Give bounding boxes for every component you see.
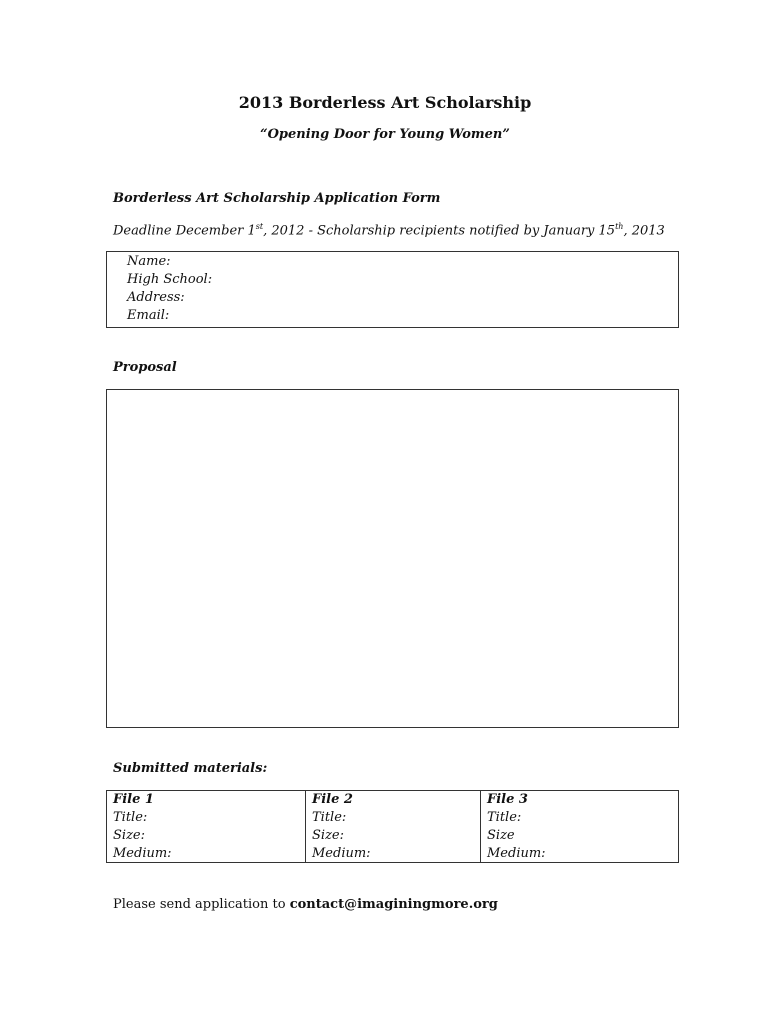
deadline-text [113, 222, 665, 238]
footer-instructions [113, 897, 498, 912]
file-1-medium-label: Medium: [113, 846, 172, 861]
name-field-label: Name: [127, 254, 171, 269]
file-1-size-label: Size: [113, 828, 145, 843]
deadline-sup-2: th [615, 222, 624, 231]
file-2-heading: File 2 [312, 792, 353, 807]
page-title: 2013 Borderless Art Scholarship [238, 93, 532, 112]
deadline-part-3: , 2013 [623, 223, 665, 239]
deadline-sup-1: st [255, 222, 264, 231]
high-school-field-label: High School: [127, 272, 213, 287]
file-1-title-label: Title: [113, 810, 148, 825]
file-3-column[interactable] [481, 791, 678, 862]
file-1-column[interactable] [107, 791, 306, 862]
proposal-heading: Proposal [113, 360, 177, 375]
file-2-column[interactable] [306, 791, 481, 862]
file-2-medium-label: Medium: [312, 846, 371, 861]
file-3-heading: File 3 [487, 792, 528, 807]
file-2-title-label: Title: [312, 810, 347, 825]
applicant-info-box[interactable] [106, 251, 679, 328]
file-3-title-label: Title: [487, 810, 522, 825]
deadline-part-2: , 2012 - Scholarship recipients notified by January 15 [263, 223, 616, 239]
file-3-size-label: Size [487, 828, 515, 843]
file-2-size-label: Size: [312, 828, 344, 843]
file-3-medium-label: Medium: [487, 846, 546, 861]
file-1-heading: File 1 [113, 792, 154, 807]
deadline-part-1: Deadline December 1 [113, 223, 256, 239]
materials-table [106, 790, 679, 863]
email-field-label: Email: [127, 308, 170, 323]
page-subtitle: “Opening Door for Young Women” [260, 127, 510, 142]
footer-text: Please send application to [113, 897, 290, 912]
form-heading: Borderless Art Scholarship Application Form [113, 191, 441, 206]
address-field-label: Address: [127, 290, 185, 305]
contact-email-link[interactable]: contact@imaginingmore.org [289, 897, 498, 912]
proposal-box[interactable] [106, 389, 679, 728]
materials-heading: Submitted materials: [113, 761, 268, 776]
